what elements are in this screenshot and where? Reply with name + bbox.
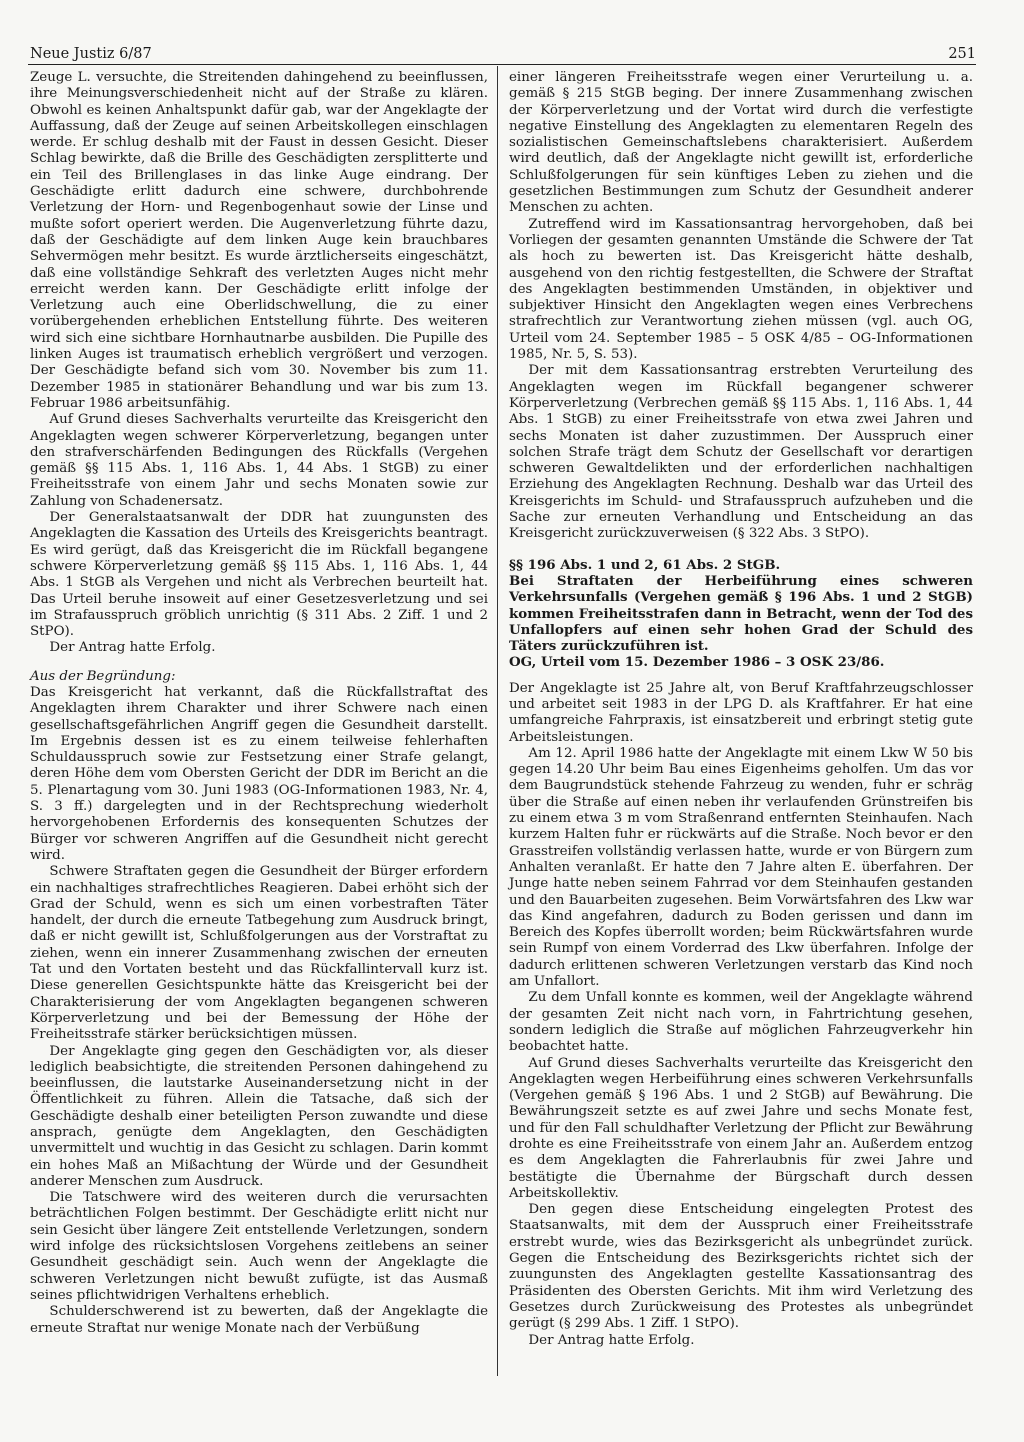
paragraph: Schwere Straftaten gegen die Gesundheit der Bürger erfordern ein nachhaltiges strafrechtliches Reagieren. Dabei erhöht sich der Grad der Schuld, wenn es sich um einen vorbestraften Täter handelt, der durch die erneute Tatbegehung zum Ausdruck bringt, daß er nicht gewillt ist, Schlußfolgerungen aus der Vorstraftat zu ziehen, wenn ein innerer Zusammenhang zwischen der erneuten Tat und den Vortaten besteht und das Rückfallintervall kurz ist. Diese generellen Gesichtspunkte hätte das Kreisgericht bei der Charakterisierung der vom Angeklagten begangenen schweren Körperverletzung und bei der Bemessung der Höhe der Freiheitsstrafe stärker berücksichtigen müssen. [30, 864, 488, 1043]
page-header [30, 46, 976, 62]
paragraph: Am 12. April 1986 hatte der Angeklagte mit einem Lkw W 50 bis gegen 14.20 Uhr beim Bau eines Eigenheims geholfen. Um das vor dem Baugrundstück stehende Fahrzeug zu wenden, fuhr er schräg über die Straße auf einen neben ihr verlaufenden Grünstreifen bis zu einem etwa 3 m vom Straßenrand entfernten Steinhaufen. Nach kurzem Halten fuhr er rückwärts auf die Straße. Noch bevor er den Grasstreifen vollständig verlassen hatte, wurde er von Bürgern zum Anhalten veranlaßt. Er hatte den 7 Jahre alten E. überfahren. Der Junge hatte neben seinem Fahrrad vor dem Steinhaufen gestanden und den Bauarbeiten zugesehen. Beim Vorwärtsfahren des Lkw war das Kind angefahren, dadurch zu Boden gerissen und dann im Bereich des Kopfes überrollt worden; beim Rückwärtsfahren wurde sein Rumpf von einem Vorderrad des Lkw überfahren. Infolge der dadurch erlittenen schweren Verletzungen verstarb das Kind noch am Unfallort. [509, 745, 973, 990]
page-number: 251 [948, 46, 976, 62]
paragraph: Auf Grund dieses Sachverhalts verurteilte das Kreisgericht den Angeklagten wegen Herbeiführung eines schweren Verkehrsunfalls (Vergehen gemäß § 196 Abs. 1 und 2 StGB) auf Bewährung. Die Bewährungszeit setzte es auf zwei Jahre und sechs Monate fest, und für den Fall schuldhafter Verletzung der Pflicht zur Bewährung drohte es eine Freiheitsstrafe von einem Jahr an. Außerdem entzog es dem Angeklagten die Fahrerlaubnis für zwei Jahre und bestätigte die Übernahme der Bürgschaft durch dessen Arbeitskollektiv. [509, 1055, 973, 1201]
case-headnote: Bei Straftaten der Herbeiführung eines schweren Verkehrsunfalls (Vergehen gemäß § 196 Abs. 1 und 2 StGB) kommen Freiheitsstrafen dann in Betracht, wenn der Tod des Unfallopfers auf einen sehr hohen Grad der Schuld des Täters zurückzuführen ist. [509, 572, 973, 655]
paragraph: Der Angeklagte ging gegen den Geschädigten vor, als dieser lediglich beabsichtigte, die streitenden Personen dahingehend zu beeinflussen, die lautstarke Auseinandersetzung nicht in der Öffentlichkeit zu führen. Allein die Tatsache, daß sich der Geschädigte deshalb einer beteiligten Person zuwandte und diese ansprach, genügte dem Angeklagten, den Geschädigten unvermittelt und wuchtig in das Gesicht zu schlagen. Darin kommt ein hohes Maß an Mißachtung der Würde und der Gesundheit anderer Menschen zum Ausdruck. [30, 1043, 488, 1189]
paragraph: einer längeren Freiheitsstrafe wegen einer Verurteilung u. a. gemäß § 215 StGB beging. Der innere Zusammenhang zwischen der Körperverletzung und der Vortat wird durch die verfestigte negative Einstellung des Angeklagten zu elementaren Regeln des sozialistischen Gemeinschaftslebens charakterisiert. Außerdem wird deutlich, daß der Angeklagte nicht gewillt ist, erforderliche Schlußfolgerungen für sein künftiges Leben zu ziehen und die gesetzlichen Bestimmungen zum Schutz der Gesundheit anderer Menschen zu achten. [509, 70, 973, 216]
column-divider [497, 66, 498, 1376]
paragraph: Auf Grund dieses Sachverhalts verurteilte das Kreisgericht den Angeklagten wegen schwerer Körperverletzung, begangen unter den strafverschärfenden Bedingungen des Rückfalls (Vergehen gemäß §§ 115 Abs. 1, 116 Abs. 1, 44 Abs. 1 StGB) zu einer Freiheitsstrafe von einem Jahr und sechs Monaten sowie zur Zahlung von Schadenersatz. [30, 412, 488, 509]
paragraph: Der Antrag hatte Erfolg. [49, 640, 216, 656]
paragraph: Den gegen diese Entscheidung eingelegten Protest des Staatsanwalts, mit dem der Ausspruch einer Freiheitsstrafe erstrebt wurde, wies das Bezirksgericht als unbegründet zurück. Gegen die Entscheidung des Bezirksgerichts richtet sich der zuungunsten des Angeklagten gestellte Kassationsantrag des Präsidenten des Obersten Gerichts. Mit ihm wird Verletzung des Gesetzes durch Zurückweisung des Protestes als unbegründet gerügt (§ 299 Abs. 1 Ziff. 1 StPO). [509, 1202, 973, 1332]
left-column [30, 70, 488, 1337]
paragraph: Zutreffend wird im Kassationsantrag hervorgehoben, daß bei Vorliegen der gesamten genannten Umstände die Schwere der Tat als hoch zu bewerten ist. Das Kreisgericht hätte deshalb, ausgehend von den richtig festgestellten, die Schwere der Straftat des Angeklagten bestimmenden Umständen, in objektiver und subjektiver Hinsicht den Angeklagten wegen eines Verbrechens strafrechtlich zur Verantwortung ziehen müssen (vgl. auch OG, Urteil vom 24. September 1985 – 5 OSK 4/85 – OG-Informationen 1985, Nr. 5, S. 53). [509, 216, 973, 363]
paragraph: Der Generalstaatsanwalt der DDR hat zuungunsten des Angeklagten die Kassation des Urteils des Kreisgerichts beantragt. Es wird gerügt, daß das Kreisgericht die im Rückfall begangene schwere Körperverletzung gemäß §§ 115 Abs. 1, 116 Abs. 1, 44 Abs. 1 StGB als Vergehen und nicht als Verbrechen beurteilt hat. Das Urteil beruhe insoweit auf einer Gesetzesverletzung und sei im Strafausspruch gröblich unrichtig (§ 311 Abs. 2 Ziff. 1 und 2 StPO). [30, 510, 488, 640]
paragraph: Der Angeklagte ist 25 Jahre alt, von Beruf Kraftfahrzeugschlosser und arbeitet seit 1983 in der LPG D. als Kraftfahrer. Er hat eine umfangreiche Fahrpraxis, ist einsatzbereit und erbringt stetig gute Arbeitsleistungen. [509, 680, 973, 745]
journal-title: Neue Justiz 6/87 [30, 46, 152, 62]
right-column [509, 70, 973, 1349]
paragraph: Die Tatschwere wird des weiteren durch die verursachten beträchtlichen Folgen bestimmt. Der Geschädigte erlitt nicht nur sein Gesicht über längere Zeit entstellende Verletzungen, sondern wird infolge des rücksichtslosen Vorgehens zeitlebens an seiner Gesundheit geschädigt sein. Auch wenn der Angeklagte die schweren Verletzungen nicht bewußt zufügte, ist das Ausmaß seines pflichtwidrigen Verhaltens erheblich. [30, 1190, 488, 1303]
paragraph: Das Kreisgericht hat verkannt, daß die Rückfallstraftat des Angeklagten ihrem Charakter und ihrer Schwere nach einen gesellschaftsgefährlichen Angriff gegen die Gesundheit darstellt. Im Ergebnis dessen ist es zu einem teilweise fehlerhaften Schuldausspruch sowie zur Festsetzung einer Strafe gelangt, deren Höhe dem vom Obersten Gericht der DDR im Bericht an die 5. Plenartagung vom 30. Juni 1983 (OG-Informationen 1983, Nr. 4, S. 3 ff.) dargelegten und in der Rechtsprechung wiederholt hervorgehobenen Erfordernis des konsequenten Schutzes der Bürger vor schweren Angriffen auf die Gesundheit nicht gerecht wird. [30, 684, 488, 863]
paragraph: Zu dem Unfall konnte es kommen, weil der Angeklagte während der gesamten Zeit nicht nach vorn, in Fahrtrichtung gesehen, sondern lediglich die Straße auf möglichen Fahrzeugverkehr hin beobachtet hatte. [509, 990, 973, 1055]
paragraph: Zeuge L. versuchte, die Streitenden dahingehend zu beeinflussen, ihre Meinungsverschiedenheit nicht auf der Straße zu klären. Obwohl es keinen Anhaltspunkt dafür gab, war der Angeklagte der Auffassung, daß der Zeuge auf seinen Arbeitskollegen einschlagen werde. Er schlug deshalb mit der Faust in dessen Gesicht. Dieser Schlag bewirkte, daß die Brille des Geschädigten zersplitterte und ein Teil des Brillenglases in das linke Auge eindrang. Der Geschädigte erlitt dadurch eine schwere, durchbohrende Verletzung der Horn- und Regenbogenhaut sowie der Linse und mußte sofort operiert werden. Die Augenverletzung führte dazu, daß der Geschädigte auf dem linken Auge kein brauchbares Sehvermögen mehr besitzt. Es wurde ärztlicherseits eingeschätzt, daß eine vollständige Sehkraft des verletzten Auges nicht mehr erreicht werden kann. Der Geschädigte erlitt infolge der Verletzung auch eine Oberlidschwellung, die zu einer vorübergehenden erheblichen Entstellung führte. Des weiteren wird sich eine sichtbare Hornhautnarbe ausbilden. Die Pupille des linken Auges ist traumatisch erheblich vergrößert und verzogen. Der Geschädigte befand sich vom 30. November bis zum 11. Dezember 1985 in stationärer Behandlung und war bis zum 13. Februar 1986 arbeitsunfähig. [30, 70, 488, 411]
paragraph: Der Antrag hatte Erfolg. [528, 1332, 695, 1348]
paragraph: Der mit dem Kassationsantrag erstrebten Verurteilung des Angeklagten wegen im Rückfall begangener schwerer Körperverletzung (Verbrechen gemäß §§ 115 Abs. 1, 116 Abs. 1, 44 Abs. 1 StGB) zu einer Freiheitsstrafe von etwa zwei Jahren und sechs Monaten ist daher zuzustimmen. Der Ausspruch einer solchen Strafe trägt dem Schutz der Gesellschaft vor derartigen schweren Gewaltdelikten und der erforderlichen nachhaltigen Erziehung des Angeklagten Rechnung. Deshalb war das Urteil des Kreisgerichts im Schuld- und Strafausspruch aufzuheben und die Sache zur erneuten Verhandlung und Entscheidung an das Kreisgericht zurückzuverweisen (§ 322 Abs. 3 StPO). [509, 363, 973, 542]
case-citation: OG, Urteil vom 15. Dezember 1986 – 3 OSK 23/86. [509, 654, 885, 671]
case-statute-reference: §§ 196 Abs. 1 und 2, 61 Abs. 2 StGB. [509, 556, 781, 573]
header-rule [28, 64, 976, 65]
section-subheading: Aus der Begründung: [30, 668, 176, 684]
paragraph: Schulderschwerend ist zu bewerten, daß der Angeklagte die erneute Straftat nur wenige Monate nach der Verbüßung [30, 1304, 488, 1336]
